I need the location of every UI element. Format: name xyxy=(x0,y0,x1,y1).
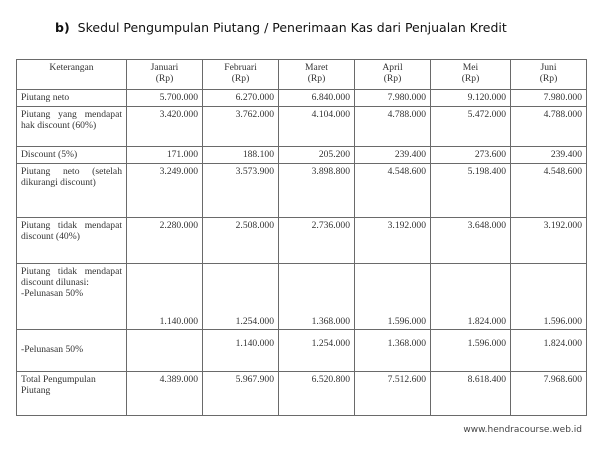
table-row xyxy=(17,90,587,107)
table-cell: 1.824.000 xyxy=(511,330,587,372)
table-cell: 188.100 xyxy=(203,147,279,164)
header-month: Maret (Rp) xyxy=(279,60,355,90)
collection-schedule-table xyxy=(16,59,587,416)
table-cell: 1.368.000 xyxy=(279,264,355,330)
table-cell: 3.898.800 xyxy=(279,164,355,218)
table-cell: 1.596.000 xyxy=(431,330,511,372)
table-cell: 5.967.900 xyxy=(203,372,279,416)
table-cell: 6.840.000 xyxy=(279,90,355,107)
table-cell: 4.104.000 xyxy=(279,107,355,147)
row-label: Piutang neto (setelah dikurangi discount) xyxy=(17,164,127,218)
table-cell: 3.573.900 xyxy=(203,164,279,218)
watermark-url: www.hendracourse.web.id xyxy=(463,425,582,435)
table-cell: 7.980.000 xyxy=(511,90,587,107)
row-label: Piutang tidak mendapat discount (40%) xyxy=(17,218,127,264)
table-cell: 7.968.600 xyxy=(511,372,587,416)
table-row-total xyxy=(17,372,587,416)
table-row xyxy=(17,218,587,264)
table-cell: 1.596.000 xyxy=(511,264,587,330)
header-month: Mei (Rp) xyxy=(431,60,511,90)
header-month: April (Rp) xyxy=(355,60,431,90)
table-cell: 3.249.000 xyxy=(127,164,203,218)
table-cell: 4.788.000 xyxy=(511,107,587,147)
table-cell: 8.618.400 xyxy=(431,372,511,416)
row-label-main: Piutang tidak mendapat discount dilunasi: xyxy=(21,266,122,288)
table-cell: 7.512.600 xyxy=(355,372,431,416)
header-keterangan: Keterangan xyxy=(17,60,127,90)
table-cell: 6.270.000 xyxy=(203,90,279,107)
table-cell: 1.824.000 xyxy=(431,264,511,330)
section-heading xyxy=(55,20,507,35)
table-cell: 4.548.600 xyxy=(511,164,587,218)
table-cell: 5.198.400 xyxy=(431,164,511,218)
table-cell: 5.700.000 xyxy=(127,90,203,107)
row-label: Piutang yang mendapat hak discount (60%) xyxy=(17,107,127,147)
row-label-sub: -Pelunasan 50% xyxy=(21,288,84,299)
table-cell: 4.548.600 xyxy=(355,164,431,218)
table-cell: 1.140.000 xyxy=(127,264,203,330)
table-cell: 239.400 xyxy=(511,147,587,164)
table-cell: 6.520.800 xyxy=(279,372,355,416)
table-cell: 2.736.000 xyxy=(279,218,355,264)
table-cell: 239.400 xyxy=(355,147,431,164)
table-cell: 4.788.000 xyxy=(355,107,431,147)
table-cell: 7.980.000 xyxy=(355,90,431,107)
table-cell: 1.596.000 xyxy=(355,264,431,330)
table-cell: 3.648.000 xyxy=(431,218,511,264)
table-cell: 171.000 xyxy=(127,147,203,164)
section-title: Skedul Pengumpulan Piutang / Penerimaan Kas dari Penjualan Kredit xyxy=(77,20,507,35)
table-row xyxy=(17,107,587,147)
row-label: -Pelunasan 50% xyxy=(17,330,127,372)
table-cell: 205.200 xyxy=(279,147,355,164)
table-cell: 273.600 xyxy=(431,147,511,164)
table-cell: 2.280.000 xyxy=(127,218,203,264)
table-cell: 1.254.000 xyxy=(279,330,355,372)
section-number: b) xyxy=(55,20,70,35)
table-cell: 5.472.000 xyxy=(431,107,511,147)
table-row xyxy=(17,264,587,330)
table-cell: 1.368.000 xyxy=(355,330,431,372)
header-month: Februari (Rp) xyxy=(203,60,279,90)
table-cell: 9.120.000 xyxy=(431,90,511,107)
table-cell: 3.762.000 xyxy=(203,107,279,147)
table-cell xyxy=(127,330,203,372)
row-label xyxy=(17,264,127,330)
table-cell: 3.420.000 xyxy=(127,107,203,147)
header-month: Juni (Rp) xyxy=(511,60,587,90)
table-cell: 2.508.000 xyxy=(203,218,279,264)
table-row xyxy=(17,147,587,164)
table-row xyxy=(17,164,587,218)
table-cell: 3.192.000 xyxy=(355,218,431,264)
table-row xyxy=(17,330,587,372)
table-cell: 1.140.000 xyxy=(203,330,279,372)
row-label: Piutang neto xyxy=(17,90,127,107)
row-label: Total Pengumpulan Piutang xyxy=(17,372,127,416)
table-cell: 3.192.000 xyxy=(511,218,587,264)
header-row xyxy=(17,60,587,90)
row-label: Discount (5%) xyxy=(17,147,127,164)
table-cell: 4.389.000 xyxy=(127,372,203,416)
table-cell: 1.254.000 xyxy=(203,264,279,330)
header-month: Januari (Rp) xyxy=(127,60,203,90)
